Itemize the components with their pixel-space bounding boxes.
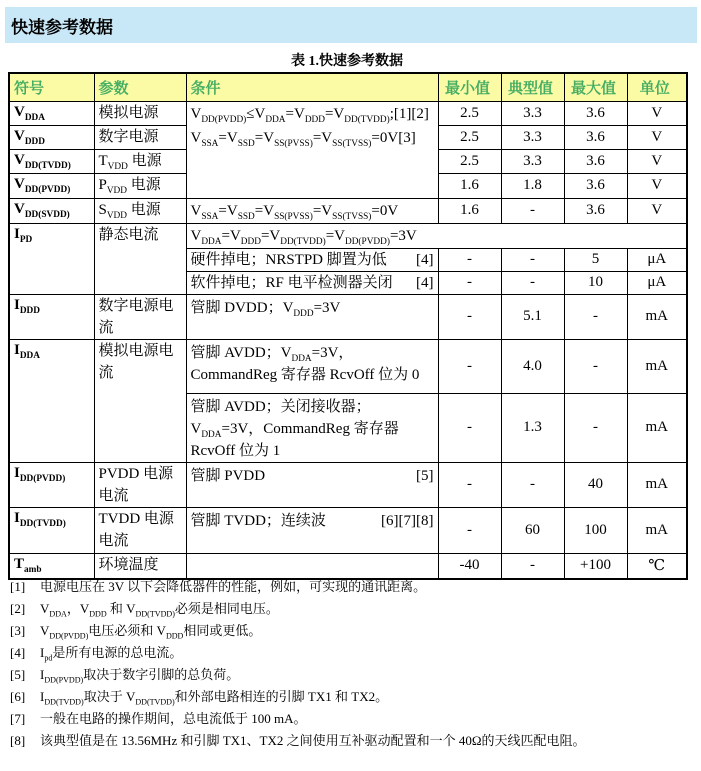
condition-footnote-ref: [4]	[416, 274, 434, 291]
max-cell: -	[564, 339, 627, 393]
param-cell: 环境温度	[94, 553, 186, 579]
param-cell: $S_{VDD}$ 电源	[94, 198, 186, 223]
header-unit: 单位	[627, 73, 687, 101]
footnote-8	[10, 730, 695, 752]
max-cell: 3.6	[564, 125, 627, 149]
min-cell: 1.6	[438, 198, 501, 223]
condition-cell: 管脚 DVDD；$V_{DDD}=3V$	[186, 294, 438, 339]
condition-cell: 管脚 AVDD；关闭接收器；$V_{DDA}=3V$，CommandReg 寄存器 RcvOff 位为 1	[186, 393, 438, 462]
unit-cell: V	[627, 125, 687, 149]
quick-reference-table	[8, 72, 688, 580]
section-banner	[5, 7, 697, 43]
header-condition: 条件	[186, 73, 438, 101]
condition-text: 管脚 TVDD；连续波	[190, 512, 326, 529]
footnote-text: $I_{DD(PVDD)}$取决于数字引脚的总负荷。	[40, 667, 240, 685]
table-caption: 表 1.快速参考数据	[291, 54, 403, 69]
table-row	[9, 507, 687, 553]
header-typ: 典型值	[501, 73, 564, 101]
footnote-ref: [3]	[10, 623, 26, 638]
condition-cell-span: $V_{DDA}=V_{DDD}=V_{DD(TVDD)}=V_{DD(PVDD)}=3V$	[186, 223, 687, 248]
max-cell: 3.6	[564, 149, 627, 173]
unit-cell: mA	[627, 507, 687, 553]
footnote-text: $I_{DD(TVDD)}$取决于 $V_{DD(TVDD)}$和外部电路相连的引脚 TX1 和 TX2。	[40, 689, 389, 707]
min-cell: -	[438, 462, 501, 507]
section-title: 快速参考数据	[11, 17, 113, 37]
typ-cell: -	[501, 553, 564, 579]
unit-cell: V	[627, 149, 687, 173]
unit-cell: mA	[627, 462, 687, 507]
min-cell: -	[438, 393, 501, 462]
max-cell: 3.6	[564, 198, 627, 223]
footnote-1	[10, 576, 695, 598]
max-cell: +100	[564, 553, 627, 579]
symbol-cell: $V_{DDD}$	[9, 125, 94, 149]
min-cell: -	[438, 294, 501, 339]
unit-cell: mA	[627, 294, 687, 339]
condition-footnote-ref: [5]	[416, 467, 434, 484]
param-cell: $T_{VDD}$ 电源	[94, 149, 186, 173]
max-cell: 3.6	[564, 173, 627, 198]
param-cell: 模拟电源	[94, 101, 186, 125]
unit-cell: μA	[627, 271, 687, 294]
condition-cell: $V_{SSA}=V_{SSD}=V_{SS(PVSS)}=V_{SS(TVSS)}=0V$	[186, 198, 438, 223]
typ-cell: 60	[501, 507, 564, 553]
footnote-ref: [7]	[10, 711, 26, 726]
footnote-text: 该典型值是在 13.56MHz 和引脚 TX1、TX2 之间使用互补驱动配置和一个 40Ω的天线匹配电阻。	[40, 733, 586, 748]
param-cell: 数字电源电流	[94, 294, 186, 339]
footnote-ref: [4]	[10, 645, 26, 660]
footnote-ref: [2]	[10, 601, 26, 616]
unit-cell: ℃	[627, 553, 687, 579]
unit-cell: mA	[627, 339, 687, 393]
header-min: 最小值	[438, 73, 501, 101]
footnote-7	[10, 708, 695, 730]
typ-cell: 5.1	[501, 294, 564, 339]
max-cell: -	[564, 294, 627, 339]
footnote-3	[10, 620, 695, 642]
condition-cell: 管脚 AVDD；$V_{DDA}=3V$，CommandReg 寄存器 RcvOff 位为 0	[186, 339, 438, 393]
condition-line-2: $V_{SSA}=V_{SSD}=V_{SS(PVSS)}=V_{SS(TVSS)}=0V[3]$	[190, 129, 416, 149]
table-row	[9, 223, 687, 248]
unit-cell: V	[627, 173, 687, 198]
condition-cell	[186, 271, 438, 294]
footnote-2	[10, 598, 695, 620]
unit-cell: V	[627, 101, 687, 125]
footnotes-section	[10, 576, 695, 752]
footnote-text: 电源电压在 3V 以下会降低器件的性能，例如，可实现的通讯距离。	[40, 579, 427, 594]
condition-cell	[186, 462, 438, 507]
symbol-cell: $T_{amb}$	[9, 553, 94, 579]
max-cell: 40	[564, 462, 627, 507]
min-cell: -	[438, 248, 501, 271]
condition-text: 软件掉电；RF 电平检测器关闭	[190, 274, 393, 291]
symbol-cell: $V_{DD(SVDD)}$	[9, 198, 94, 223]
table-row	[9, 101, 687, 125]
max-cell: 100	[564, 507, 627, 553]
param-cell: TVDD 电源电流	[94, 507, 186, 553]
footnote-6	[10, 686, 695, 708]
typ-cell: 4.0	[501, 339, 564, 393]
footnote-text: $V_{DD(PVDD)}$电压必须和 $V_{DDD}$相同或更低。	[40, 623, 262, 641]
min-cell: -	[438, 339, 501, 393]
condition-cell	[186, 248, 438, 271]
max-cell: 5	[564, 248, 627, 271]
unit-cell: V	[627, 198, 687, 223]
unit-cell: mA	[627, 393, 687, 462]
symbol-cell: $V_{DDA}$	[9, 101, 94, 125]
symbol-cell: $V_{DD(TVDD)}$	[9, 149, 94, 173]
param-cell: PVDD 电源电流	[94, 462, 186, 507]
table-row	[9, 198, 687, 223]
unit-cell: μA	[627, 248, 687, 271]
condition-line-1: $V_{DD(PVDD)}\le V_{DDA}=V_{DDD}=V_{DD(TVDD)};[1][2]$	[190, 105, 429, 125]
footnote-4	[10, 642, 695, 664]
max-cell: 3.6	[564, 101, 627, 125]
min-cell: 2.5	[438, 125, 501, 149]
symbol-cell: $I_{DD(PVDD)}$	[9, 462, 94, 507]
typ-cell: 1.8	[501, 173, 564, 198]
condition-footnote-ref: [4]	[416, 251, 434, 268]
table-row	[9, 462, 687, 507]
min-cell: -	[438, 507, 501, 553]
footnote-ref: [6]	[10, 689, 26, 704]
symbol-cell: $I_{PD}$	[9, 223, 94, 294]
symbol-cell: $V_{DD(PVDD)}$	[9, 173, 94, 198]
footnote-5	[10, 664, 695, 686]
min-cell: 1.6	[438, 173, 501, 198]
condition-cell	[186, 507, 438, 553]
footnote-ref: [1]	[10, 579, 26, 594]
min-cell: -40	[438, 553, 501, 579]
condition-text: 硬件掉电；NRSTPD 脚置为低	[190, 251, 387, 268]
header-symbol: 符号	[9, 73, 94, 101]
symbol-cell: $I_{DD(TVDD)}$	[9, 507, 94, 553]
typ-cell: -	[501, 271, 564, 294]
header-max: 最大值	[564, 73, 627, 101]
typ-cell: -	[501, 248, 564, 271]
table-row	[9, 339, 687, 393]
param-cell: 数字电源	[94, 125, 186, 149]
footnote-text: $I_{pd}$是所有电源的总电流。	[40, 645, 183, 663]
footnote-text: $V_{DDA}$，$V_{DDD}$ 和 $V_{DD(TVDD)}$必须是相同电压。	[40, 601, 279, 619]
typ-cell: 3.3	[501, 101, 564, 125]
footnote-ref: [5]	[10, 667, 26, 682]
typ-cell: -	[501, 462, 564, 507]
symbol-cell: $I_{DDD}$	[9, 294, 94, 339]
header-param: 参数	[94, 73, 186, 101]
typ-cell: -	[501, 198, 564, 223]
param-cell: $P_{VDD}$ 电源	[94, 173, 186, 198]
min-cell: 2.5	[438, 101, 501, 125]
param-cell: 静态电流	[94, 223, 186, 294]
condition-footnote-ref: [6][7][8]	[381, 512, 434, 529]
condition-cell-shared	[186, 101, 438, 198]
symbol-cell: $I_{DDA}$	[9, 339, 94, 462]
max-cell: 10	[564, 271, 627, 294]
footnote-ref: [8]	[10, 733, 26, 748]
table-row	[9, 294, 687, 339]
param-cell: 模拟电源电流	[94, 339, 186, 462]
min-cell: 2.5	[438, 149, 501, 173]
max-cell: -	[564, 393, 627, 462]
min-cell: -	[438, 271, 501, 294]
condition-text: 管脚 PVDD	[190, 467, 266, 484]
footnote-text: 一般在电路的操作期间，总电流低于 100 mA。	[40, 711, 307, 726]
typ-cell: 3.3	[501, 149, 564, 173]
typ-cell: 3.3	[501, 125, 564, 149]
typ-cell: 1.3	[501, 393, 564, 462]
table-header-row	[9, 73, 687, 101]
